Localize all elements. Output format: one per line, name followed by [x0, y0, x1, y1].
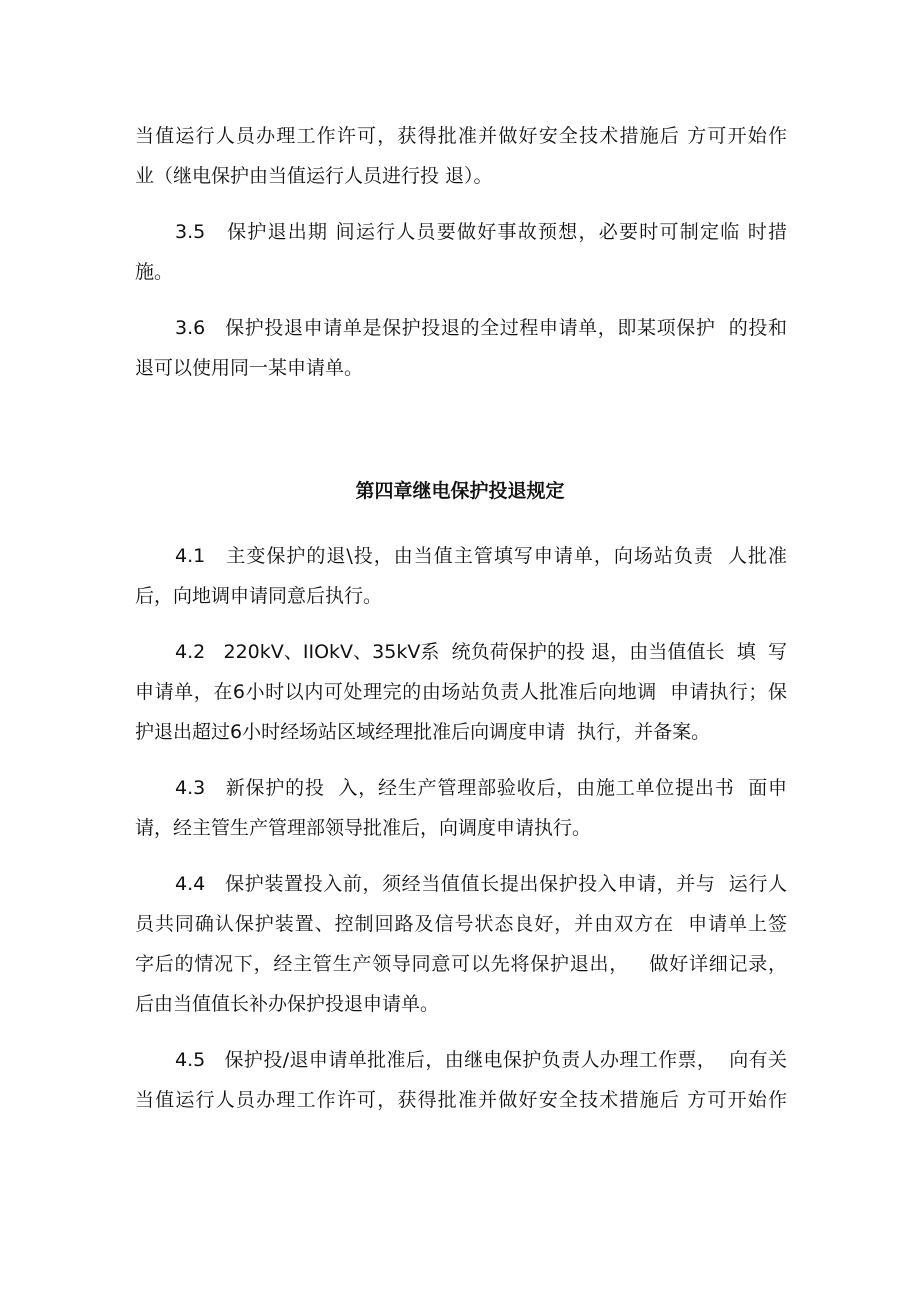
paragraph-4-1-line: 4.1 主变保护的退\投，由当值主管填写申请单，向场站负责 人批准 — [175, 545, 787, 567]
paragraph-4-2-line: 4.2 220kV、IIOkV、35kV系 统负荷保护的投 退，由当值值长 填 写 — [175, 641, 787, 663]
paragraph-3-5-line: 3.5 保护退出期 间运行人员要做好事故预想，必要时可制定临 时措 — [175, 221, 787, 243]
paragraph-4-2-line: 申请单，在6小时以内可处理完的由场站负责人批准后向地调 申请执行；保 — [135, 681, 787, 703]
paragraph-4-2-line: 护退出超过6小时经场站区域经理批准后向调度申请 执行，并备案。 — [135, 721, 711, 743]
paragraph-4-1-line: 后，向地调申请同意后执行。 — [135, 585, 383, 607]
paragraph-3-6-line: 退可以使用同一某申请单。 — [135, 357, 364, 379]
paragraph-4-5-line: 当值运行人员办理工作许可，获得批准并做好安全技术措施后 方可开始作 — [135, 1089, 787, 1111]
paragraph-4-3-line: 请，经主管生产管理部领导批准后，向调度申请执行。 — [135, 817, 592, 839]
paragraph-4-3-line: 4.3 新保护的投 入，经生产管理部验收后，由施工单位提出书 面申 — [175, 777, 787, 799]
text-line: 当值运行人员办理工作许可，获得批准并做好安全技术措施后 方可开始作 — [135, 125, 787, 147]
paragraph-3-5-line: 施。 — [135, 261, 174, 283]
text-line: 业（继电保护由当值运行人员进行投 退）。 — [135, 165, 493, 187]
chapter-title: 第四章继电保护投退规定 — [355, 480, 565, 502]
paragraph-4-4-line: 字后的情况下，经主管生产领导同意可以先将保护退出， 做好详细记录， — [135, 953, 787, 975]
paragraph-4-4-line: 后由当值值长补办保护投退申请单。 — [135, 993, 440, 1015]
paragraph-4-4-line: 4.4 保护装置投入前，须经当值值长提出保护投入申请，并与 运行人 — [175, 873, 787, 895]
paragraph-3-6-line: 3.6 保护投退申请单是保护投退的全过程申请单，即某项保护 的投和 — [175, 317, 787, 339]
paragraph-4-4-line: 员共同确认保护装置、控制回路及信号状态良好，并由双方在 申请单上签 — [135, 913, 787, 935]
paragraph-4-5-line: 4.5 保护投/退申请单批准后，由继电保护负责人办理工作票， 向有关 — [175, 1049, 787, 1071]
